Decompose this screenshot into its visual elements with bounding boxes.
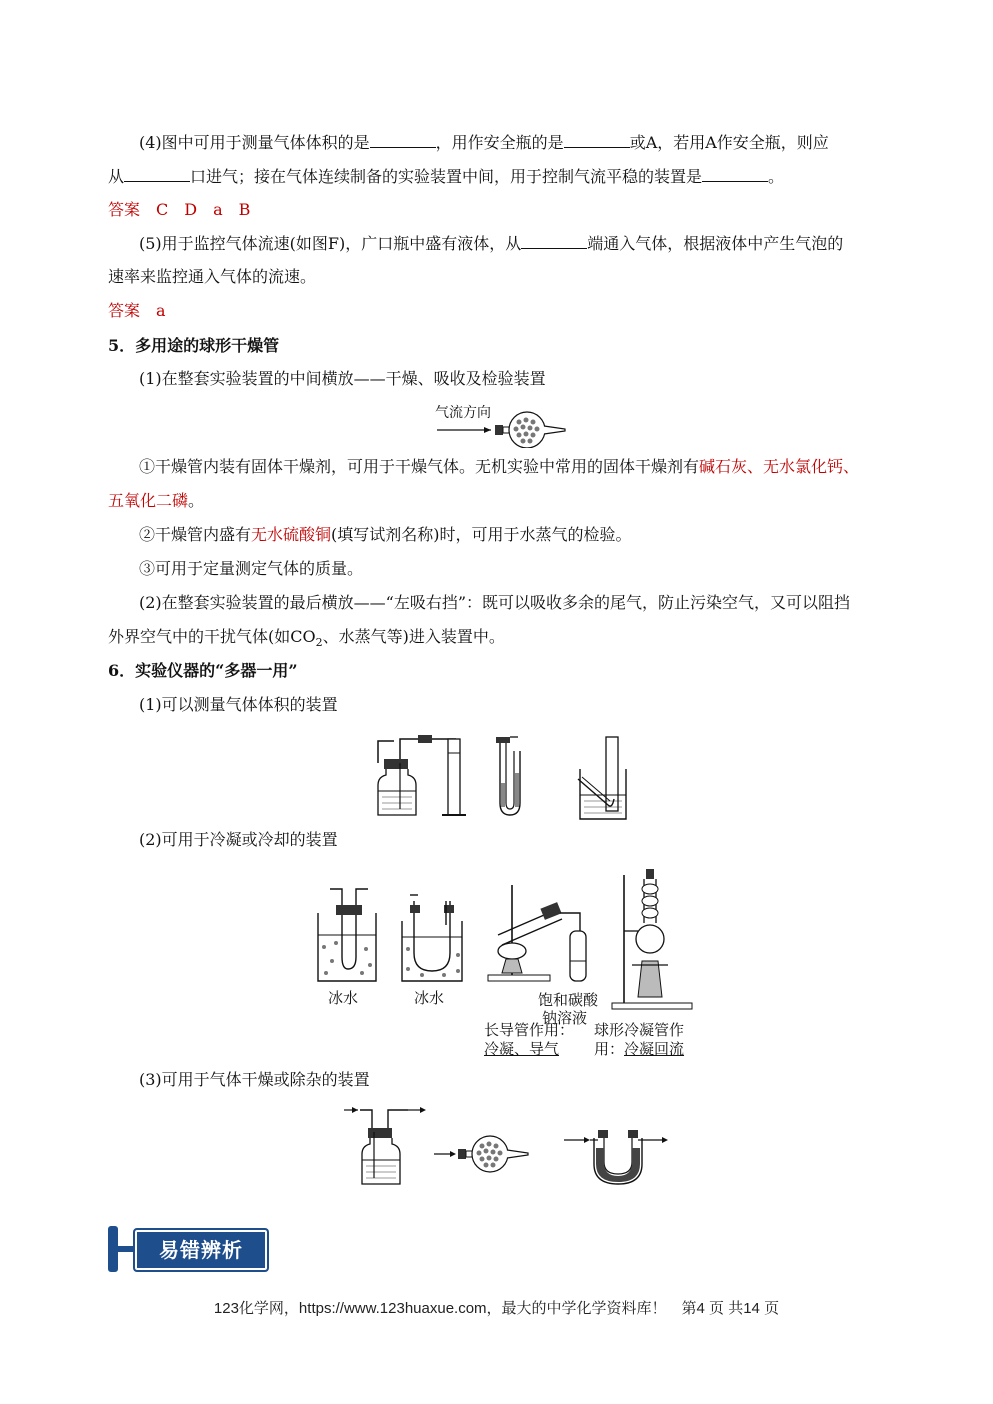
saturated-sodium-carbonate-label-1: 饱和碳酸 (538, 991, 599, 1009)
section-5-p2-cont: 外界空气中的干扰气体(如$CO_2$、水蒸气等)进入装置中。 (108, 627, 505, 650)
section-5-bullet-2: ②干燥管内盛有无水硫酸铜(填写试剂名称)时，可用于水蒸气的检验。 (139, 525, 632, 544)
answer-blank (702, 165, 768, 182)
answer-blank (124, 165, 190, 182)
q4-line-1: (4)图中可用于测量气体体积的是 ，用作安全瓶的是 或A，若用A作安全瓶，则应 (139, 133, 829, 152)
error-analysis-badge (108, 1226, 268, 1274)
page-footer: 123化学网，https://www.123huaxue.com，最大的中学化学资料库！ 第4 页 共14 页 (213, 1300, 780, 1317)
section-6-p2: (2)可用于冷凝或冷却的装置 (139, 830, 338, 849)
section-5-p1: (1)在整套实验装置的中间横放——干燥、吸收及检验装置 (139, 369, 546, 388)
section-5-bullet-1: ①干燥管内装有固体干燥剂，可用于干燥气体。无机实验中常用的固体干燥剂有碱石灰、无水氯化钙、 (139, 457, 860, 476)
long-tube-label-1: 长导管作用： (484, 1021, 575, 1039)
answer-blank (370, 131, 436, 148)
cooling-apparatus-figure (312, 865, 712, 1061)
badge-label: 易错辨析 (133, 1228, 269, 1272)
saturated-sodium-carbonate-label-2: 钠溶液 (542, 1009, 588, 1027)
section-5-heading: 5．多用途的球形干燥管 (108, 336, 280, 355)
ice-water-label-2: 冰水 (414, 989, 445, 1007)
section-5-bullet-3: ③可用于定量测定气体的质量。 (139, 559, 364, 578)
airflow-label: 气流方向 (435, 405, 491, 421)
section-6-p3: (3)可用于气体干燥或除杂的装置 (139, 1070, 370, 1089)
drying-tube-drawing (433, 404, 568, 448)
ball-condenser-label-1: 球形冷凝管作 (594, 1021, 685, 1039)
gas-volume-apparatus-figure (370, 733, 640, 823)
section-6-p1: (1)可以测量气体体积的装置 (139, 695, 338, 714)
ice-water-label-1: 冰水 (328, 989, 359, 1007)
long-tube-label-2: 冷凝、导气 (484, 1040, 560, 1058)
drying-apparatus-figure (342, 1102, 672, 1188)
q5-line-2: 速率来监控通入气体的流速。 (108, 267, 317, 286)
section-5-p2: (2)在整套实验装置的最后横放——“左吸右挡”：既可以吸收多余的尾气，防止污染空气，又可以阻挡 (139, 593, 851, 612)
q4-line-2: 从 口进气；接在气体连续制备的实验装置中间，用于控制气流平稳的装置是 。 (108, 167, 785, 186)
ball-condenser-label-2: 用：冷凝回流 (594, 1040, 685, 1058)
section-5-bullet-1-cont: 五氧化二磷。 (108, 491, 205, 510)
q5-answer: 答案 a (108, 301, 166, 320)
drying-tube-figure (433, 404, 568, 448)
section-6-heading: 6．实验仪器的“多器一用” (108, 661, 298, 680)
q4-answer: 答案 C D a B (108, 200, 251, 219)
answer-blank (564, 131, 630, 148)
answer-blank (521, 232, 587, 249)
q5-line-1: (5)用于监控气体流速(如图F)，广口瓶中盛有液体，从 端通入气体，根据液体中产生气泡的 (139, 234, 844, 253)
